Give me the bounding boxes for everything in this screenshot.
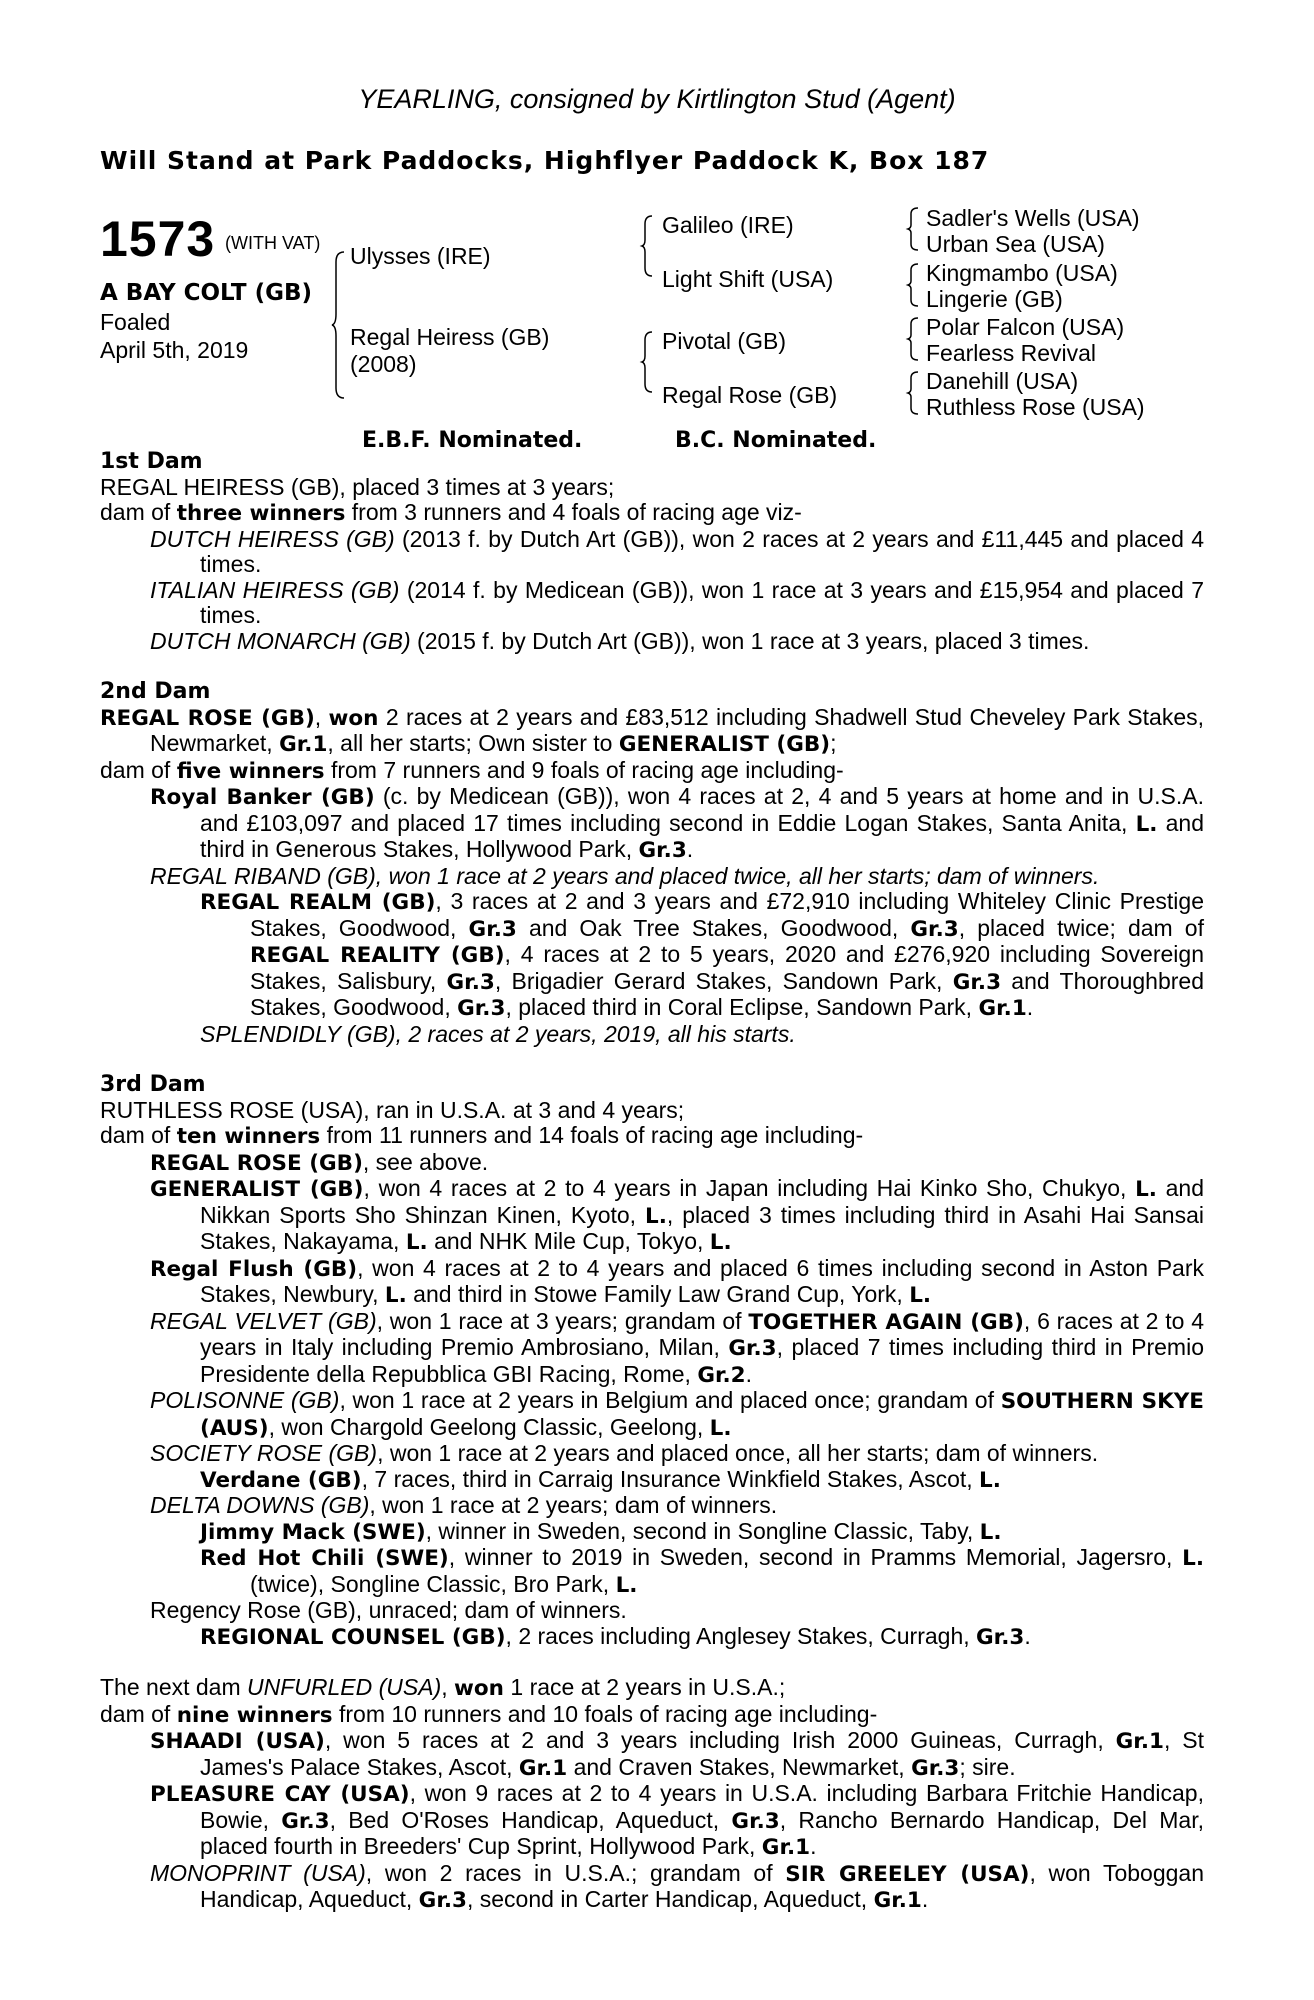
gg-danehill: Danehill (USA) bbox=[926, 368, 1079, 394]
second-dam-intro: REGAL ROSE (GB), won 2 races at 2 years and £83,512 including Shadwell Stud Cheveley Park Stakes, Newmarket, Gr.1, all her starts; Own sister to GENERALIST (GB); bbox=[100, 703, 1205, 757]
foaled-info bbox=[100, 308, 248, 364]
produce-regal-velvet: REGAL VELVET (GB), won 1 race at 3 years; grandam of TOGETHER AGAIN (GB), 6 races at 2 to 4 years in Italy including Premio Ambrosiano, Milan, Gr.3, placed 7 times including third in Premio Presidente della Repubblica GBI Racing, Rome, Gr.2. bbox=[150, 1307, 1204, 1388]
first-dam-heading: 1st Dam bbox=[100, 449, 203, 474]
lot-number: 1573 bbox=[100, 211, 216, 267]
pedigree-brace-g2 bbox=[908, 262, 920, 308]
first-dam-intro: REGAL HEIRESS (GB), placed 3 times at 3 years; bbox=[100, 473, 615, 500]
produce-generalist: GENERALIST (GB), won 4 races at 2 to 4 years in Japan including Hai Kinko Sho, Chukyo, L. and Nikkan Sports Sho Shinzan Kinen, Kyoto, L., placed 3 times including third in Asahi Hai Sansai Stakes, Nakayama, L. and NHK Mile Cup, Tokyo, L. bbox=[150, 1175, 1205, 1255]
foal-italian-heiress: ITALIAN HEIRESS (GB) (2014 f. by Medicean (GB)), won 1 race at 3 years and £15,954 and placed 7 times. bbox=[150, 576, 1204, 628]
dam-name: Regal Heiress (GB) bbox=[350, 324, 550, 350]
produce-society-rose: SOCIETY ROSE (GB), won 1 race at 2 years and placed once, all her starts; dam of winners. bbox=[150, 1440, 1099, 1466]
dam-dam: Regal Rose (GB) bbox=[662, 382, 838, 408]
produce-regal-flush: Regal Flush (GB), won 4 races at 2 to 4 years and placed 6 times including second in Aston Park Stakes, Newbury, L. and third in Stowe Family Law Grand Cup, York, L. bbox=[150, 1254, 1204, 1308]
third-dam-produce: dam of ten winners from 11 runners and 14 foals of racing age including- bbox=[100, 1122, 864, 1149]
foal-dutch-monarch: DUTCH MONARCH (GB) (2015 f. by Dutch Art (GB)), won 1 race at 3 years, placed 3 times. bbox=[150, 627, 1090, 654]
gg-sadlers-wells: Sadler's Wells (USA) bbox=[926, 205, 1140, 231]
next-dam-produce: dam of nine winners from 10 runners and 10 foals of racing age including- bbox=[100, 1700, 878, 1728]
ebf-nominated: E.B.F. Nominated. bbox=[362, 428, 583, 453]
second-dam-heading: 2nd Dam bbox=[100, 679, 211, 704]
pedigree-header bbox=[100, 200, 1220, 460]
produce-royal-banker: Royal Banker (GB) (c. by Medicean (GB)), won 4 races at 2, 4 and 5 years at home and in U.S.A. and £103,097 and placed 17 times including second in Eddie Logan Stakes, Santa Anita, L. and third in Generous Stakes, Hollywood Park, Gr.3. bbox=[150, 783, 1205, 863]
second-dam-produce: dam of five winners from 7 runners and 9 foals of racing age including- bbox=[100, 756, 844, 784]
produce-shaadi: SHAADI (USA), won 5 races at 2 and 3 years including Irish 2000 Guineas, Curragh, Gr.1, St James's Palace Stakes, Ascot, Gr.1 and Craven Stakes, Newmarket, Gr.3; sire. bbox=[150, 1727, 1205, 1781]
produce-jimmy-mack: Jimmy Mack (SWE), winner in Sweden, second in Songline Classic, Taby, L. bbox=[200, 1517, 1002, 1545]
pedigree-brace-g3 bbox=[908, 316, 920, 362]
third-dam-heading: 3rd Dam bbox=[100, 1072, 206, 1097]
produce-regal-realm: REGAL REALM (GB), 3 races at 2 and 3 years and £72,910 including Whiteley Clinic Prestige Stakes, Goodwood, Gr.3 and Oak Tree Stakes, Goodwood, Gr.3, placed twice; dam of REGAL REALITY (GB), 4 races at 2 to 5 years, 2020 and £276,920 including Sovereign Stakes, Salisbury, Gr.3, Brigadier Gerard Stakes, Sandown Park, Gr.3 and Thoroughbred Stakes, Goodwood, Gr.3, placed third in Coral Eclipse, Sandown Park, Gr.1. bbox=[200, 888, 1205, 1021]
gg-kingmambo: Kingmambo (USA) bbox=[926, 260, 1118, 286]
vat-note: (WITH VAT) bbox=[225, 233, 321, 253]
pedigree-brace-g1 bbox=[908, 206, 920, 252]
produce-regal-riband: REGAL RIBAND (GB), won 1 race at 2 years and placed twice, all her starts; dam of winners. bbox=[150, 862, 1100, 889]
produce-monoprint: MONOPRINT (USA), won 2 races in U.S.A.; grandam of SIR GREELEY (USA), won Toboggan Handicap, Aqueduct, Gr.3, second in Carter Handicap, Aqueduct, Gr.1. bbox=[150, 1859, 1204, 1913]
produce-pleasure-cay: PLEASURE CAY (USA), won 9 races at 2 to 4 years in U.S.A. including Barbara Fritchie Handicap, Bowie, Gr.3, Bed O'Roses Handicap, Aqueduct, Gr.3, Rancho Bernardo Handicap, Del Mar, placed fourth in Breeders' Cup Sprint, Hollywood Park, Gr.1. bbox=[150, 1780, 1204, 1860]
dam-sire: Pivotal (GB) bbox=[662, 328, 786, 354]
first-dam-produce: dam of three winners from 3 runners and 4 foals of racing age viz- bbox=[100, 499, 802, 526]
gg-lingerie: Lingerie (GB) bbox=[926, 286, 1063, 312]
produce-red-hot-chili: Red Hot Chili (SWE), winner to 2019 in Sweden, second in Pramms Memorial, Jagersro, L. (twice), Songline Classic, Bro Park, L. bbox=[200, 1544, 1204, 1598]
pedigree-brace-sire bbox=[642, 214, 654, 278]
pedigree-brace-dam bbox=[642, 330, 654, 394]
sire: Ulysses (IRE) bbox=[350, 243, 491, 269]
lot-name: A BAY COLT (GB) bbox=[100, 280, 313, 306]
sire-dam: Light Shift (USA) bbox=[662, 266, 834, 292]
produce-delta-downs: DELTA DOWNS (GB), won 1 race at 2 years; dam of winners. bbox=[150, 1492, 778, 1518]
foal-dutch-heiress: DUTCH HEIRESS (GB) (2013 f. by Dutch Art (GB)), won 2 races at 2 years and £11,445 and placed 4 times. bbox=[150, 525, 1204, 577]
gg-fearless-revival: Fearless Revival bbox=[926, 340, 1096, 366]
gg-urban-sea: Urban Sea (USA) bbox=[926, 231, 1105, 257]
pedigree-brace-main bbox=[332, 250, 346, 400]
pedigree-brace-g4 bbox=[908, 370, 920, 416]
next-dam-intro: The next dam UNFURLED (USA), won 1 race at 2 years in U.S.A.; bbox=[100, 1674, 786, 1701]
stand-location: Will Stand at Park Paddocks, Highflyer Paddock K, Box 187 bbox=[100, 146, 990, 175]
dam-year: (2008) bbox=[350, 351, 417, 377]
third-dam-intro: RUTHLESS ROSE (USA), ran in U.S.A. at 3 and 4 years; bbox=[100, 1096, 685, 1123]
produce-regional-counsel: REGIONAL COUNSEL (GB), 2 races including Anglesey Stakes, Curragh, Gr.3. bbox=[200, 1622, 1031, 1650]
dam bbox=[350, 324, 549, 378]
produce-regal-rose: REGAL ROSE (GB), see above. bbox=[150, 1148, 489, 1176]
produce-polisonne: POLISONNE (GB), won 1 race at 2 years in Belgium and placed once; grandam of SOUTHERN SKYE (AUS), won Chargold Geelong Classic, Geelong, L. bbox=[150, 1387, 1204, 1441]
sire-sire: Galileo (IRE) bbox=[662, 212, 794, 238]
produce-regency-rose: Regency Rose (GB), unraced; dam of winners. bbox=[150, 1597, 627, 1623]
produce-splendidly: SPLENDIDLY (GB), 2 races at 2 years, 2019, all his starts. bbox=[200, 1020, 796, 1047]
produce-verdane: Verdane (GB), 7 races, third in Carraig Insurance Winkfield Stakes, Ascot, L. bbox=[200, 1465, 1001, 1493]
bc-nominated: B.C. Nominated. bbox=[675, 428, 877, 453]
foaled-label: Foaled bbox=[100, 309, 171, 335]
produce-record bbox=[100, 449, 1204, 1914]
consignment-title: YEARLING, consigned by Kirtlington Stud (Agent) bbox=[358, 84, 956, 114]
gg-polar-falcon: Polar Falcon (USA) bbox=[926, 314, 1125, 340]
foaled-date: April 5th, 2019 bbox=[100, 337, 249, 363]
gg-ruthless-rose: Ruthless Rose (USA) bbox=[926, 394, 1145, 420]
